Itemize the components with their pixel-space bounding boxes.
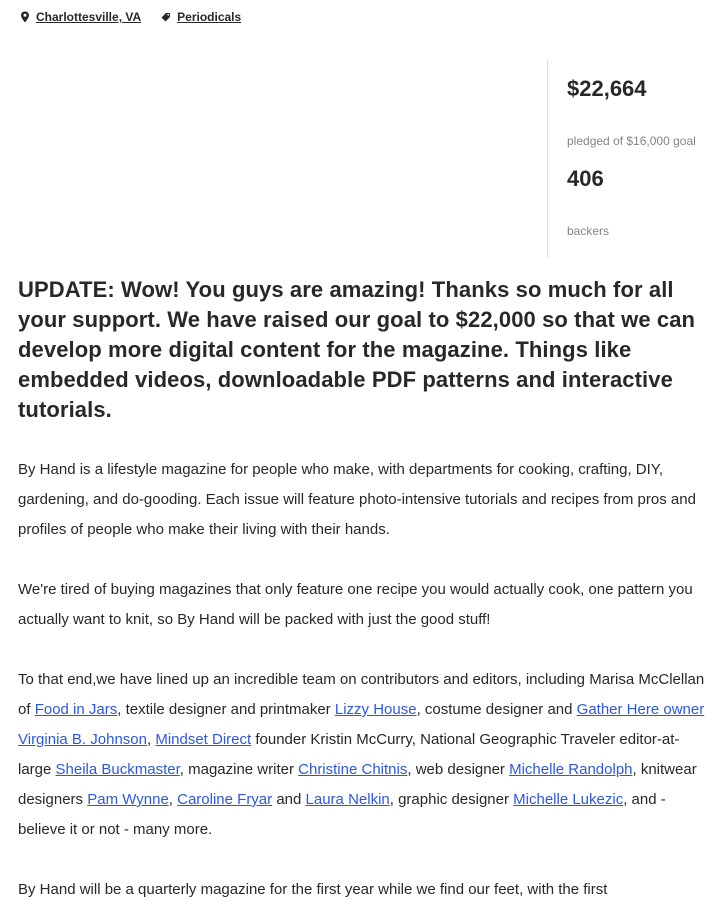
location-link[interactable]: Charlottesville, VA — [36, 10, 142, 24]
paragraph-text: , web designer — [407, 761, 510, 778]
description-paragraph: We're tired of buying magazines that only feature one recipe you would actually cook, one pattern you actually want to knit, so By Hand will be packed with just the good stuff! — [18, 581, 693, 628]
link-pam-wynne[interactable]: Pam Wynne — [87, 791, 169, 808]
pledged-amount: $22,664 — [567, 76, 647, 101]
contributors-paragraph — [18, 665, 708, 845]
project-description — [18, 275, 708, 905]
paragraph-text: , — [146, 731, 156, 748]
project-meta — [20, 8, 241, 26]
paragraph-text: , magazine writer — [179, 761, 299, 778]
link-food-in-jars[interactable]: Food in Jars — [34, 701, 118, 718]
funding-stats — [547, 60, 720, 258]
tag-icon — [161, 11, 171, 23]
pledged-label: pledged of $16,000 goal — [567, 134, 696, 148]
update-heading: UPDATE: Wow! You guys are amazing! Thanks so much for all your support. We have raised our goal to $22,000 so that we can develop more digital content for the magazine. Things like embedded videos, downloadable PDF patterns and interactive tutorials. — [18, 277, 696, 422]
description-paragraph: By Hand will be a quarterly magazine for the first year while we find our feet, with the first — [18, 881, 608, 898]
paragraph-text: , textile designer and printmaker — [117, 701, 335, 718]
link-caroline-fryar[interactable]: Caroline Fryar — [177, 791, 273, 808]
link-michelle-randolph[interactable]: Michelle Randolph — [509, 761, 633, 778]
category-meta — [161, 10, 241, 24]
paragraph-text: , — [168, 791, 178, 808]
backers-label: backers — [567, 224, 610, 238]
link-michelle-lukezic[interactable]: Michelle Lukezic — [513, 791, 624, 808]
location-meta — [20, 10, 141, 24]
paragraph-text: , and - believe it or not - many more. — [18, 791, 666, 838]
paragraph-text: founder Kristin McCurry, National Geographic Traveler editor-at-large — [18, 731, 680, 778]
link-gather-here[interactable]: Gather Here owner Virginia B. Johnson — [18, 701, 705, 748]
description-paragraph: By Hand is a lifestyle magazine for people who make, with departments for cooking, crafting, DIY, gardening, and do-gooding. Each issue will feature photo-intensive tutorials and recipes from pros and profiles of people who make their living with their hands. — [18, 461, 696, 538]
link-laura-nelkin[interactable]: Laura Nelkin — [305, 791, 390, 808]
link-christine-chitnis[interactable]: Christine Chitnis — [298, 761, 408, 778]
map-pin-icon — [20, 11, 30, 23]
paragraph-text: , costume designer and — [416, 701, 577, 718]
paragraph-text: To that end,we have lined up an incredible team on contributors and editors, including Marisa McClellan of — [18, 671, 705, 718]
link-mindset-direct[interactable]: Mindset Direct — [155, 731, 252, 748]
link-lizzy-house[interactable]: Lizzy House — [334, 701, 417, 718]
paragraph-text: , knitwear designers — [18, 761, 697, 808]
paragraph-text: and — [272, 791, 306, 808]
category-link[interactable]: Periodicals — [177, 10, 242, 24]
link-sheila-buckmaster[interactable]: Sheila Buckmaster — [55, 761, 180, 778]
backers-count: 406 — [567, 166, 604, 191]
paragraph-text: , graphic designer — [389, 791, 514, 808]
